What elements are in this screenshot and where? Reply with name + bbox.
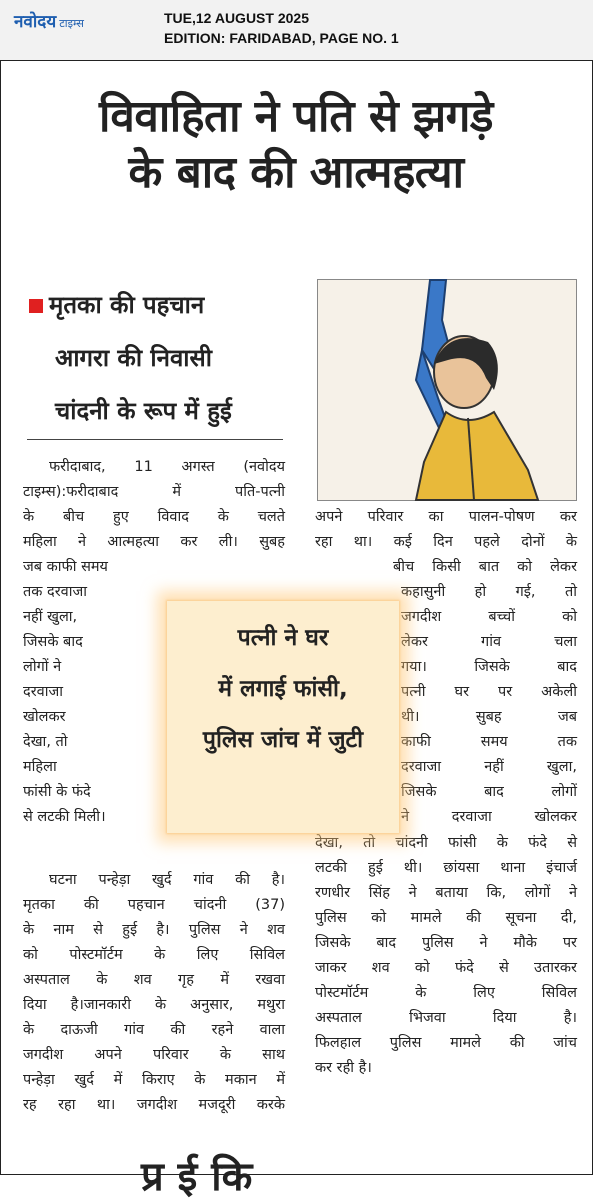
text-line: अस्पताल के शव गृह में रखवा [23, 972, 285, 988]
text-line: के बीच हुए विवाद के चलते [23, 509, 285, 525]
divider [27, 439, 283, 440]
subheadline [29, 279, 289, 438]
text-line: कहासुनी हो गई, तो [401, 584, 577, 600]
text-line: पुलिस को मामले की सूचना दी, [315, 910, 577, 926]
text-line: फांसी के फंदे [23, 784, 91, 800]
text-line: महिला ने आत्महत्या कर ली। सुबह [23, 534, 285, 550]
article-illustration [317, 279, 577, 501]
text-line: मृतका की पहचान चांदनी (37) [23, 897, 285, 913]
pull-quote-line: में लगाई फांसी, [218, 676, 348, 702]
article-clipping [0, 60, 593, 1200]
text-line: दरवाजा नहीं खुला, [401, 759, 577, 775]
text-line: पोस्टमॉर्टम के लिए सिविल [315, 985, 577, 1001]
logo-name: नवोदय [14, 12, 57, 32]
headline-line: विवाहिता ने पति से झगड़े [99, 91, 493, 142]
left-column-top [23, 455, 285, 555]
right-column-bottom [315, 831, 577, 1081]
text-line: लेकर गांव चला [401, 634, 577, 650]
text-line: पन्हेड़ा खुर्द में किराए के मकान में [23, 1072, 285, 1088]
pull-quote-line: पुलिस जांच में जुटी [202, 727, 364, 753]
text-line: के दाऊजी गांव की रहने वाला [23, 1022, 285, 1038]
text-line: जिसके बाद पुलिस ने मौके पर [315, 935, 577, 951]
text-line: टाइम्स):फरीदाबाद में पति-पत्नी [23, 484, 285, 500]
text-line: से लटकी मिली। [23, 809, 106, 825]
edition-page: EDITION: FARIDABAD, PAGE NO. 1 [164, 30, 399, 46]
text-line: देखा, तो [23, 734, 68, 750]
text-line: फिलहाल पुलिस मामले की जांच [315, 1035, 577, 1051]
next-article-headline-fragment: प्र ई कि [141, 1154, 253, 1200]
text-line: लटकी हुई थी। छांयसा थाना इंचार्ज [315, 860, 577, 876]
pull-quote-line: पत्नी ने घर [237, 625, 329, 651]
text-line: थी। सुबह जब [401, 709, 577, 725]
edition-date: TUE,12 AUGUST 2025 [164, 10, 309, 26]
text-line: महिला [23, 759, 57, 775]
pull-quote [167, 601, 399, 833]
text-line: दरवाजा [23, 684, 63, 700]
text-line: ने दरवाजा खोलकर [401, 809, 577, 825]
subheadline-line: आगरा की निवासी [55, 344, 212, 372]
text-line: तक दरवाजा [23, 584, 87, 600]
text-line: खोलकर [23, 709, 66, 725]
text-line: जब काफी समय [23, 559, 108, 575]
text-line: जिसके बाद [23, 634, 83, 650]
text-line: जगदीश बच्चों को [401, 609, 577, 625]
edition-info [164, 8, 399, 48]
subheadline-line: मृतका की पहचान [49, 291, 205, 319]
edition-header [0, 0, 593, 60]
text-line: रहा था। कई दिन पहले दोनों के [315, 534, 577, 550]
text-line: के नाम से हुई है। पुलिस ने शव [23, 922, 285, 938]
article-headline [11, 89, 581, 201]
text-line: फरीदाबाद, 11 अगस्त (नवोदय [49, 459, 285, 475]
text-line: अपने परिवार का पालन-पोषण कर [315, 509, 577, 525]
text-line: जाकर शव को फंदे से उतारकर [315, 960, 577, 976]
text-line: को पोस्टमॉर्टम के लिए सिविल [23, 947, 285, 963]
right-column-narrow [401, 580, 577, 830]
illustration-icon [318, 280, 576, 500]
text-line: लोगों ने [23, 659, 62, 675]
text-line tr: बीच किसी बात को लेकर [393, 559, 577, 575]
text-line: गया। जिसके बाद [401, 659, 577, 675]
right-column-top [315, 505, 577, 580]
text-line: पत्नी घर पर अकेली [401, 684, 577, 700]
left-column-narrow [23, 555, 163, 830]
subheadline-line: चांदनी के रूप में हुई [55, 397, 232, 425]
text-line: नहीं खुला, [23, 609, 78, 625]
logo-suffix: टाइम्स [59, 17, 84, 30]
text-line: दिया है।जानकारी के अनुसार, मथुरा [23, 997, 285, 1013]
text-line: रह रहा था। जगदीश मजदूरी करके [23, 1097, 285, 1113]
left-column-bottom [23, 868, 285, 1118]
red-bullet-icon [29, 299, 43, 313]
text-line: कर रही है। [315, 1060, 372, 1076]
text-line: काफी समय तक [401, 734, 577, 750]
text-line: देखा, तो चांदनी फांसी के फंदे से [315, 835, 577, 851]
text-line: अस्पताल भिजवा दिया है। [315, 1010, 577, 1026]
text-line: रणधीर सिंह ने बताया कि, लोगों ने [315, 885, 577, 901]
newspaper-logo[interactable] [14, 9, 84, 32]
text-line: जगदीश अपने परिवार के साथ [23, 1047, 285, 1063]
text-line: घटना पन्हेड़ा खुर्द गांव की है। [49, 872, 285, 888]
headline-line: के बाद की आत्महत्या [128, 147, 464, 198]
text-line: जिसके बाद लोगों [401, 784, 577, 800]
